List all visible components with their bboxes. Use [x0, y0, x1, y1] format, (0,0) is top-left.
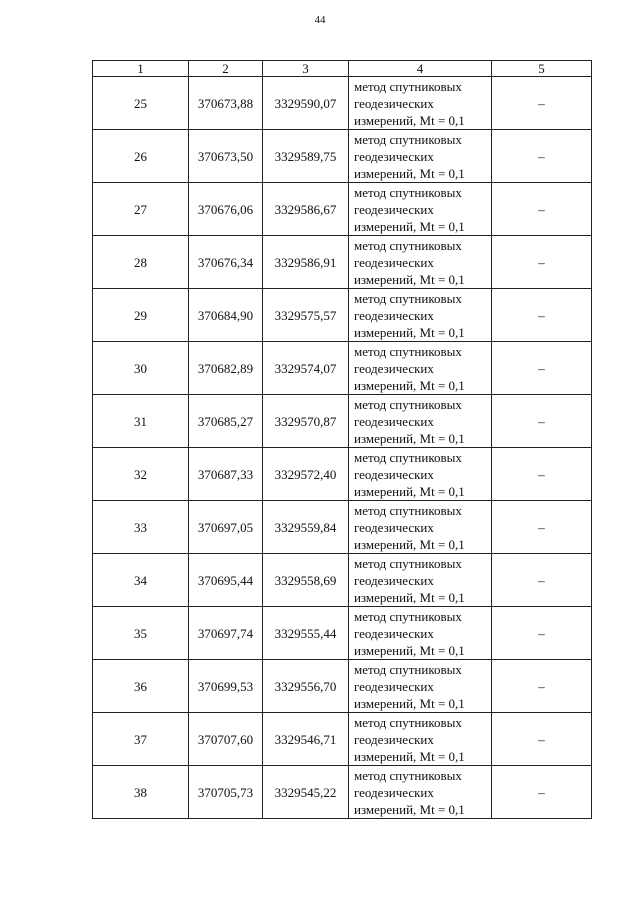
table-row [93, 660, 592, 713]
table-row [93, 395, 592, 448]
method-line-2: геодезических [354, 413, 434, 429]
x-coordinate-cell: 370676,06 [189, 183, 263, 236]
x-coordinate-cell: 370697,05 [189, 501, 263, 554]
x-coordinate-cell: 370687,33 [189, 448, 263, 501]
x-coordinate-cell: 370682,89 [189, 342, 263, 395]
method-cell [349, 501, 492, 554]
method-line-3: измерений, Mt = 0,1 [354, 165, 465, 181]
x-coordinate-cell: 370699,53 [189, 660, 263, 713]
table-row [93, 183, 592, 236]
y-coordinate-cell: 3329586,67 [263, 183, 349, 236]
method-cell [349, 660, 492, 713]
y-coordinate-cell: 3329570,87 [263, 395, 349, 448]
method-line-1: метод спутниковых [354, 449, 462, 465]
table-row [93, 77, 592, 130]
point-number-cell: 26 [93, 130, 189, 183]
method-line-2: геодезических [354, 731, 434, 747]
method-line-3: измерений, Mt = 0,1 [354, 589, 465, 605]
x-coordinate-cell: 370697,74 [189, 607, 263, 660]
point-number-cell: 31 [93, 395, 189, 448]
method-cell [349, 342, 492, 395]
y-coordinate-cell: 3329545,22 [263, 766, 349, 819]
note-cell: – [492, 554, 592, 607]
method-line-1: метод спутниковых [354, 78, 462, 94]
table-body [93, 77, 592, 819]
method-line-2: геодезических [354, 360, 434, 376]
note-cell: – [492, 766, 592, 819]
note-cell: – [492, 289, 592, 342]
method-line-3: измерений, Mt = 0,1 [354, 218, 465, 234]
method-line-2: геодезических [354, 572, 434, 588]
note-cell: – [492, 713, 592, 766]
y-coordinate-cell: 3329559,84 [263, 501, 349, 554]
point-number-cell: 34 [93, 554, 189, 607]
method-line-3: измерений, Mt = 0,1 [354, 483, 465, 499]
method-line-1: метод спутниковых [354, 290, 462, 306]
method-line-2: геодезических [354, 625, 434, 641]
header-cell-1: 1 [93, 61, 189, 77]
x-coordinate-cell: 370685,27 [189, 395, 263, 448]
method-line-2: геодезических [354, 307, 434, 323]
table-row [93, 236, 592, 289]
table-row [93, 554, 592, 607]
method-line-3: измерений, Mt = 0,1 [354, 377, 465, 393]
header-cell-3: 3 [263, 61, 349, 77]
header-cell-5: 5 [492, 61, 592, 77]
y-coordinate-cell: 3329589,75 [263, 130, 349, 183]
point-number-cell: 25 [93, 77, 189, 130]
point-number-cell: 28 [93, 236, 189, 289]
x-coordinate-cell: 370676,34 [189, 236, 263, 289]
point-number-cell: 29 [93, 289, 189, 342]
page-number: 44 [314, 14, 326, 26]
table-row [93, 501, 592, 554]
method-line-2: геодезических [354, 95, 434, 111]
method-cell [349, 766, 492, 819]
method-line-3: измерений, Mt = 0,1 [354, 430, 465, 446]
method-cell [349, 554, 492, 607]
method-line-1: метод спутниковых [354, 131, 462, 147]
point-number-cell: 36 [93, 660, 189, 713]
method-line-2: геодезических [354, 254, 434, 270]
x-coordinate-cell: 370705,73 [189, 766, 263, 819]
method-line-1: метод спутниковых [354, 714, 462, 730]
method-cell [349, 289, 492, 342]
note-cell: – [492, 77, 592, 130]
note-cell: – [492, 342, 592, 395]
table-row [93, 342, 592, 395]
y-coordinate-cell: 3329574,07 [263, 342, 349, 395]
method-line-1: метод спутниковых [354, 608, 462, 624]
method-line-1: метод спутниковых [354, 502, 462, 518]
point-number-cell: 37 [93, 713, 189, 766]
point-number-cell: 38 [93, 766, 189, 819]
coordinates-table [92, 60, 592, 819]
point-number-cell: 33 [93, 501, 189, 554]
table-row [93, 448, 592, 501]
x-coordinate-cell: 370695,44 [189, 554, 263, 607]
y-coordinate-cell: 3329590,07 [263, 77, 349, 130]
method-line-2: геодезических [354, 466, 434, 482]
table-row [93, 289, 592, 342]
table-row [93, 713, 592, 766]
method-line-3: измерений, Mt = 0,1 [354, 642, 465, 658]
header-cell-4: 4 [349, 61, 492, 77]
method-line-2: геодезических [354, 519, 434, 535]
x-coordinate-cell: 370673,50 [189, 130, 263, 183]
method-cell [349, 448, 492, 501]
note-cell: – [492, 607, 592, 660]
note-cell: – [492, 183, 592, 236]
note-cell: – [492, 236, 592, 289]
method-line-1: метод спутниковых [354, 555, 462, 571]
method-line-3: измерений, Mt = 0,1 [354, 801, 465, 817]
note-cell: – [492, 130, 592, 183]
note-cell: – [492, 395, 592, 448]
header-row [93, 61, 592, 77]
x-coordinate-cell: 370673,88 [189, 77, 263, 130]
method-cell [349, 77, 492, 130]
note-cell: – [492, 501, 592, 554]
point-number-cell: 27 [93, 183, 189, 236]
method-line-3: измерений, Mt = 0,1 [354, 748, 465, 764]
method-line-3: измерений, Mt = 0,1 [354, 271, 465, 287]
method-line-3: измерений, Mt = 0,1 [354, 536, 465, 552]
x-coordinate-cell: 370707,60 [189, 713, 263, 766]
y-coordinate-cell: 3329555,44 [263, 607, 349, 660]
x-coordinate-cell: 370684,90 [189, 289, 263, 342]
method-line-2: геодезических [354, 678, 434, 694]
table-row [93, 607, 592, 660]
method-cell [349, 130, 492, 183]
method-cell [349, 607, 492, 660]
y-coordinate-cell: 3329556,70 [263, 660, 349, 713]
method-line-3: измерений, Mt = 0,1 [354, 324, 465, 340]
y-coordinate-cell: 3329586,91 [263, 236, 349, 289]
method-line-1: метод спутниковых [354, 343, 462, 359]
note-cell: – [492, 448, 592, 501]
header-cell-2: 2 [189, 61, 263, 77]
point-number-cell: 32 [93, 448, 189, 501]
point-number-cell: 35 [93, 607, 189, 660]
method-line-1: метод спутниковых [354, 184, 462, 200]
y-coordinate-cell: 3329572,40 [263, 448, 349, 501]
method-line-1: метод спутниковых [354, 237, 462, 253]
method-cell [349, 236, 492, 289]
y-coordinate-cell: 3329558,69 [263, 554, 349, 607]
table-row [93, 130, 592, 183]
table-row [93, 766, 592, 819]
method-line-2: геодезических [354, 148, 434, 164]
note-cell: – [492, 660, 592, 713]
method-cell [349, 183, 492, 236]
point-number-cell: 30 [93, 342, 189, 395]
y-coordinate-cell: 3329575,57 [263, 289, 349, 342]
method-cell [349, 713, 492, 766]
method-line-1: метод спутниковых [354, 661, 462, 677]
method-line-1: метод спутниковых [354, 396, 462, 412]
method-line-3: измерений, Mt = 0,1 [354, 695, 465, 711]
method-line-3: измерений, Mt = 0,1 [354, 112, 465, 128]
method-line-2: геодезических [354, 784, 434, 800]
method-cell [349, 395, 492, 448]
method-line-2: геодезических [354, 201, 434, 217]
y-coordinate-cell: 3329546,71 [263, 713, 349, 766]
method-line-1: метод спутниковых [354, 767, 462, 783]
